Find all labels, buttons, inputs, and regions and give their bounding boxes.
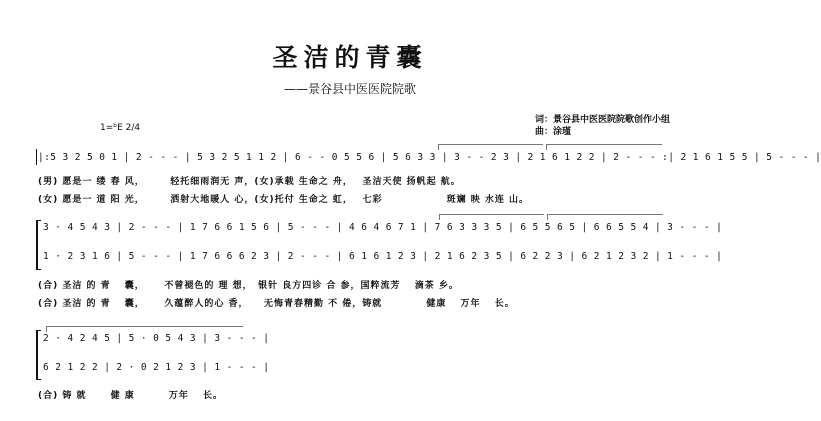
system2-melody-lower: 1 · 2 3 1 6 | 5 - - - | 1 7 6 6 6 2 3 | 2 - - - | 6 1 6 1 2 3 | 2 1 6 2 3 5 | 6 2 2 3 | 6 2 1 2 3 2 | 1 - - - | [43,251,723,262]
lyricist-credit: 词：景谷县中医医院院歌创作小组 [535,115,671,125]
system3-melody-upper: 2 · 4 2 4 5 | 5 · 0 5 4 3 | 3 - - - | [43,333,270,344]
system1-lyric-male: (男) 愿是一 缕 春 风， 轻托细雨润无 声，(女)承载 生命之 舟， 圣洁天使 扬帆起 航。 [38,177,461,187]
song-title: 圣洁的青囊 [272,43,428,72]
system2-bracket [36,220,41,270]
system3-bracket [36,330,41,380]
system2-volta-2 [547,214,663,220]
system3-lyric: (合) 铸 就 健 康 万年 长。 [38,391,224,401]
system2-melody-upper: 3 · 4 5 4 3 | 2 - - - | 1 7 6 6 1 5 6 | 5 - - - | 4 6 4 6 7 1 | 7 6 3 3 3 5 | 6 5 5 6 5 | 6 6 5 5 4 | 3 - - - | [43,222,723,233]
system1-lyric-female: (女) 愿是一 道 阳 光， 洒射大地暖人 心，(女)托付 生命之 虹， 七彩 斑斓 映 水连 山。 [38,195,530,205]
system3-melody-lower: 6 2 1 2 2 | 2 · 0 2 1 2 3 | 1 - - - | [43,362,270,373]
song-subtitle: ——景谷县中医医院院歌 [283,82,416,96]
system2-lyric-verse1: (合) 圣洁 的 青 囊， 不曾褪色的 理 想， 银针 良方四诊 合 参，国粹流芳 滴茶 乡。 [38,281,459,291]
system1-volta-2 [546,144,662,150]
system1-barline-start [36,149,37,165]
system2-volta-1 [439,214,544,220]
tempo-key-signature: 1=ᵇE 2/4 [100,123,141,133]
composer-credit: 曲：涂瑾 [535,127,572,137]
system3-volta [46,326,243,332]
system1-volta-1 [438,144,543,150]
system2-lyric-verse2: (合) 圣洁 的 青 囊， 久蕴醉人的心 香， 无悔青春精勤 不 倦，铸就 健康 万年 长。 [38,299,515,309]
system1-melody: |:5 3 2 5 0 1 | 2 - - - | 5 3 2 5 1 1 2 | 6 - - 0 5 5 6 | 5 6 3 3 | 3 - - 2 3 | 2 1 6 1 2 2 | 2 - - - :| 2 1 6 1 5 5 | 5 - - - | [38,152,821,163]
